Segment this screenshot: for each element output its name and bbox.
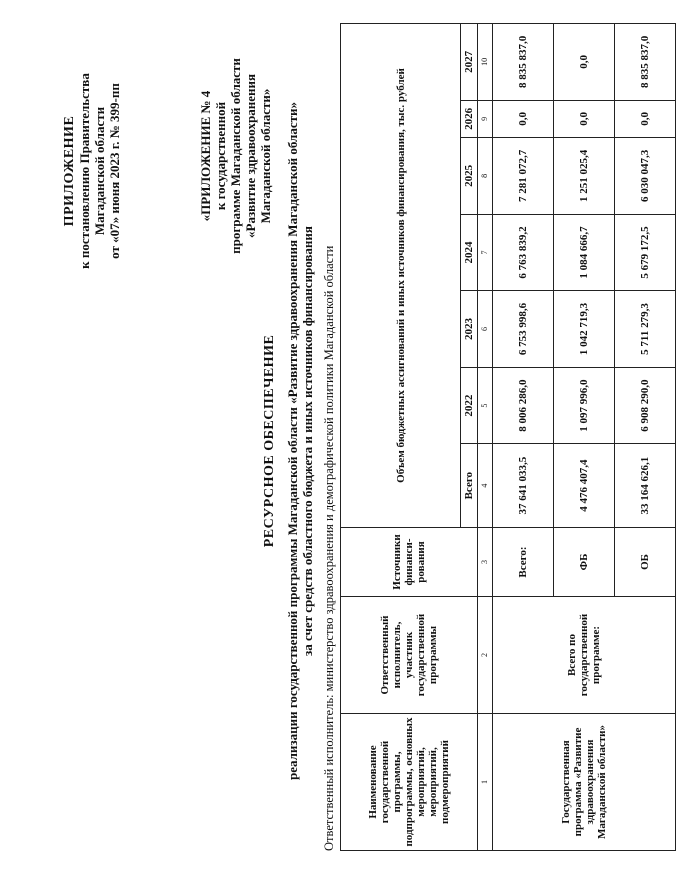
value-cell: 0,0 (554, 100, 615, 137)
document-subtitle: за счет средств областного бюджета и иных источников финансирования (300, 226, 315, 656)
column-number: 3 (478, 528, 493, 597)
value-cell: 37 641 033,5 (493, 444, 554, 528)
value-cell: 6 753 998,6 (493, 291, 554, 368)
column-number: 9 (478, 100, 493, 137)
value-cell: 8 835 837,0 (615, 24, 676, 101)
appendix-4-line: Магаданской области» (258, 88, 273, 224)
source-cell: Всего: (493, 528, 554, 597)
column-number: 5 (478, 367, 493, 444)
responsible-executor-line: Ответственный исполнитель: министерство здравоохранения и демографической политики Магаданской области (322, 245, 336, 851)
value-cell: 0,0 (493, 100, 554, 137)
header-year: 2027 (461, 24, 478, 101)
header-executor: Ответственный исполнитель, участник государственной программы (341, 597, 478, 714)
appendix-4-line: к государственной (213, 101, 228, 211)
value-cell: 0,0 (615, 100, 676, 137)
column-number: 4 (478, 444, 493, 528)
appendix-4-line: «Развитие здравоохранения (243, 74, 258, 238)
value-cell: 6 908 290,0 (615, 367, 676, 444)
resource-table (340, 23, 676, 851)
column-number: 2 (478, 597, 493, 714)
header-year: 2026 (461, 100, 478, 137)
program-name-cell: Государственная программа «Развитие здравоохранения Магаданской области» (493, 714, 676, 851)
value-cell: 1 042 719,3 (554, 291, 615, 368)
column-number: 1 (478, 714, 493, 851)
header-year: 2025 (461, 138, 478, 215)
appendix-title: ПРИЛОЖЕНИЕ (62, 115, 77, 227)
value-cell: 33 164 626,1 (615, 444, 676, 528)
column-number: 7 (478, 214, 493, 291)
source-cell: ФБ (554, 528, 615, 597)
column-number: 8 (478, 138, 493, 215)
value-cell: 5 679 172,5 (615, 214, 676, 291)
value-cell: 0,0 (554, 24, 615, 101)
value-cell: 5 711 279,3 (615, 291, 676, 368)
column-number: 6 (478, 291, 493, 368)
value-cell: 1 097 996,0 (554, 367, 615, 444)
header-volume: Объем бюджетных ассигнований и иных источников финансирования, тыс. рублей (341, 24, 461, 528)
header-name: Наименование государственной программы, подпрограммы, основных мероприятий, мероприятий, подмероприятий (341, 714, 478, 851)
appendix-block (62, 21, 122, 321)
header-year: 2023 (461, 291, 478, 368)
value-cell: 6 763 839,2 (493, 214, 554, 291)
header-year: Всего (461, 444, 478, 528)
table-row (493, 24, 554, 851)
value-cell: 1 251 025,4 (554, 138, 615, 215)
header-year: 2024 (461, 214, 478, 291)
document-heading: РЕСУРСНОЕ ОБЕСПЕЧЕНИЕ (262, 334, 277, 548)
column-number: 10 (478, 24, 493, 101)
appendix-4-title: «ПРИЛОЖЕНИЕ № 4 (198, 90, 213, 222)
value-cell: 1 084 666,7 (554, 214, 615, 291)
appendix-line: к постановлению Правительства (77, 73, 92, 269)
appendix-line: Магаданской области (92, 106, 107, 236)
value-cell: 7 281 072,7 (493, 138, 554, 215)
header-source: Источники финанси-рования (341, 528, 478, 597)
value-cell: 6 030 047,3 (615, 138, 676, 215)
appendix-date-line: от «07» июня 2023 г. № 399-пп (107, 83, 122, 259)
executor-cell: Всего по государственной программе: (493, 597, 676, 714)
source-cell: ОБ (615, 528, 676, 597)
value-cell: 8 835 837,0 (493, 24, 554, 101)
value-cell: 8 006 286,0 (493, 367, 554, 444)
appendix-4-line: программе Магаданской области (228, 58, 243, 254)
document-subtitle: реализации государственной программы Магаданской области «Развитие здравоохранения Магаданской области» (285, 102, 300, 780)
value-cell: 4 476 407,4 (554, 444, 615, 528)
header-year: 2022 (461, 367, 478, 444)
document-title-block (262, 31, 315, 851)
